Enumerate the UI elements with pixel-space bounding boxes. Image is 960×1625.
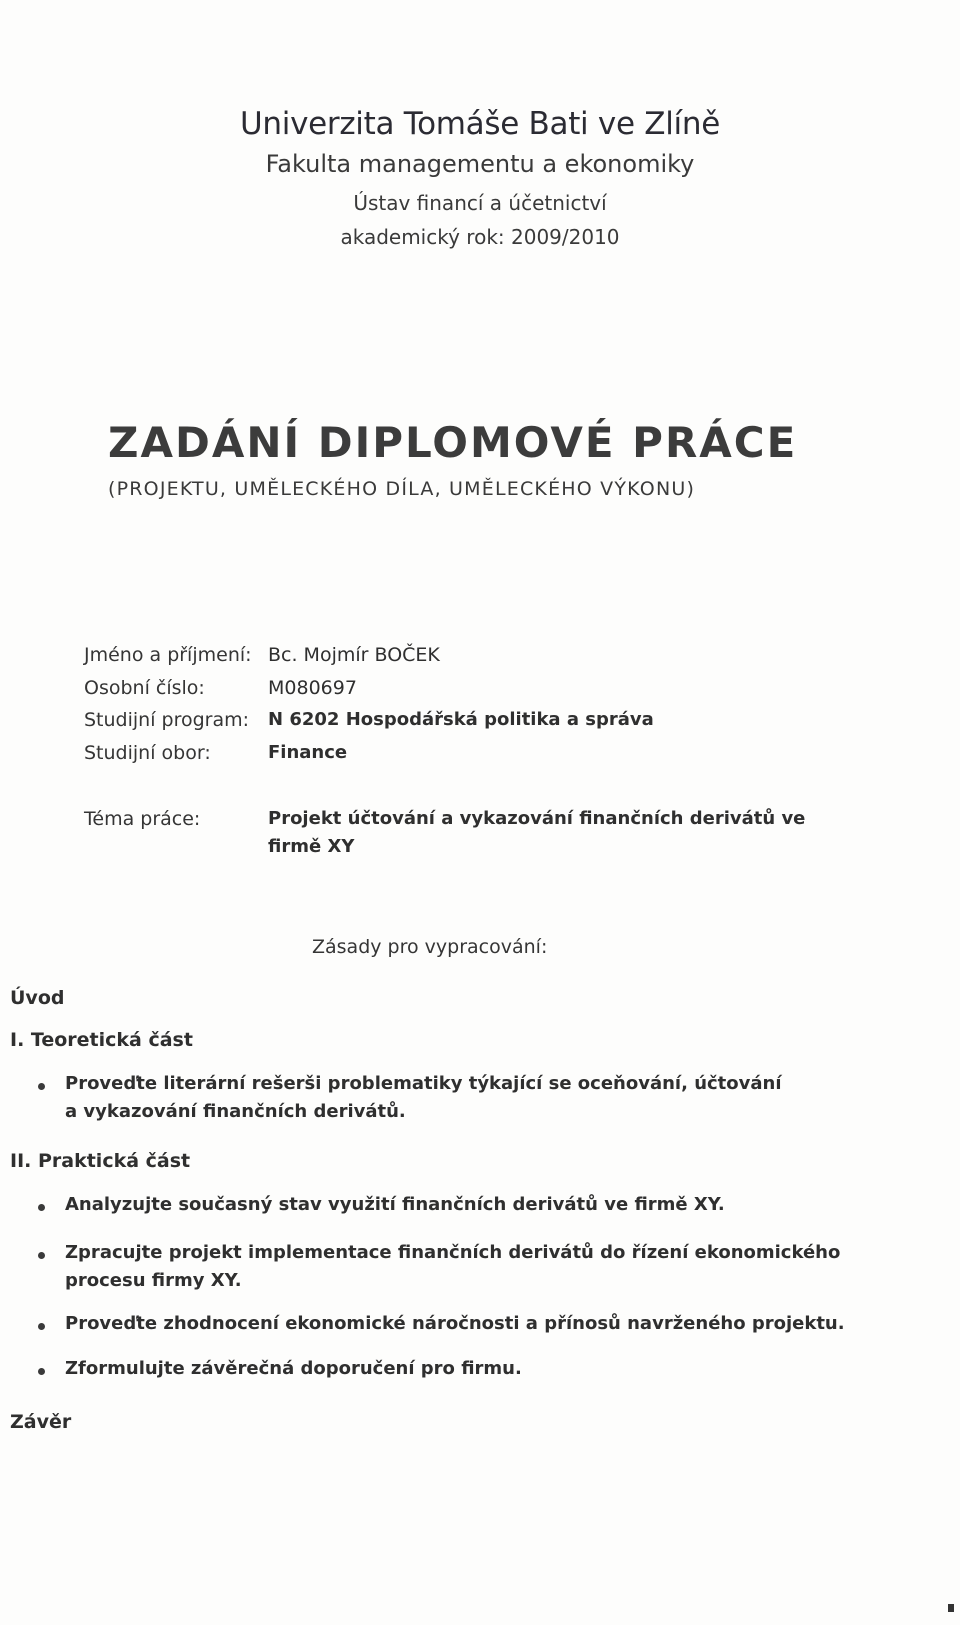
field-label: Studijní obor: <box>84 742 211 764</box>
practice-item-2-line2: procesu firmy XY. <box>65 1270 242 1291</box>
theory-item-line1: Proveďte literární rešerši problematiky týkající se oceňování, účtování <box>65 1073 782 1094</box>
practice-item-2-line1: Zpracujte projekt implementace finančních derivátů do řízení ekonomického <box>65 1242 841 1263</box>
bullet-icon <box>38 1204 45 1211</box>
document-subtitle: (PROJEKTU, UMĚLECKÉHO DÍLA, UMĚLECKÉHO VÝKONU) <box>108 478 696 500</box>
scan-mark <box>948 1604 954 1612</box>
university-name: Univerzita Tomáše Bati ve Zlíně <box>240 106 720 142</box>
name-label: Jméno a příjmení: <box>84 644 252 666</box>
field-value: Finance <box>268 742 348 763</box>
name-value: Bc. Mojmír BOČEK <box>268 644 440 666</box>
section-conclusion: Závěr <box>10 1411 72 1433</box>
theory-item-line2: a vykazování finančních derivátů. <box>65 1101 406 1122</box>
practice-item-3: Proveďte zhodnocení ekonomické náročnosti a přínosů navrženého projektu. <box>65 1313 845 1334</box>
institute-name: Ústav financí a účetnictví <box>353 191 607 215</box>
section-intro: Úvod <box>10 987 65 1009</box>
practice-item-1: Analyzujte současný stav využití finančních derivátů ve firmě XY. <box>65 1194 725 1215</box>
bullet-icon <box>38 1368 45 1375</box>
academic-year: akademický rok: 2009/2010 <box>340 225 620 249</box>
practice-item-4: Zformulujte závěrečná doporučení pro firmu. <box>65 1358 522 1379</box>
section-practice: II. Praktická část <box>10 1150 191 1172</box>
bullet-icon <box>38 1323 45 1330</box>
section-theory: I. Teoretická část <box>10 1029 193 1051</box>
id-value: M080697 <box>268 677 357 699</box>
faculty-name: Fakulta managementu a ekonomiky <box>265 150 695 178</box>
topic-value-line2: firmě XY <box>268 836 355 857</box>
topic-label: Téma práce: <box>84 808 201 830</box>
principles-heading: Zásady pro vypracování: <box>312 936 548 958</box>
document-title: ZADÁNÍ DIPLOMOVÉ PRÁCE <box>108 418 798 467</box>
bullet-icon <box>38 1083 45 1090</box>
topic-value-line1: Projekt účtování a vykazování finančních derivátů ve <box>268 808 806 829</box>
program-value: N 6202 Hospodářská politika a správa <box>268 709 654 730</box>
program-label: Studijní program: <box>84 709 250 731</box>
id-label: Osobní číslo: <box>84 677 205 699</box>
bullet-icon <box>38 1252 45 1259</box>
